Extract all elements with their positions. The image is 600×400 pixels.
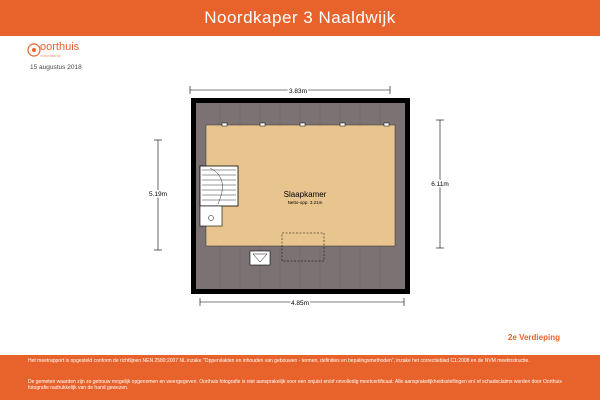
disclaimer-paragraph-2: De gemeten waarden zijn zo getrouw mogelijk opgenomen en weergegeven. Oorthuis fotografie is niet aansprakelijk voor een onjuist en/of onvolledig meetcertificaat. Alle aansprakelijkheidsstellingen en/ of schadeclaims worden door Oorthuis fotografie nadrukkelijk van de hand gewezen. <box>28 379 562 391</box>
dimension-left-label: 5.19m <box>148 191 168 198</box>
room-name: Slaapkamer <box>283 190 327 199</box>
roof-slope-right <box>395 103 405 289</box>
date-label: 15 augustus 2018 <box>30 64 82 71</box>
floor-label: 2e Verdieping <box>507 333 560 342</box>
disclaimer-paragraph-1: Het meetrapport is opgesteld conform de richtlijnen NEN 2580:2007 NL inzake "Oppervlakten en inhouden van gebouwen - termen, definities en bepalingsmethoden", inzake het correctieblad C1:2008 en de NVM meetinstructie. <box>28 358 530 364</box>
roof-slope-bottom <box>196 246 405 289</box>
landing <box>200 206 222 226</box>
room-area: Netto-opp. 3.21m <box>287 200 323 205</box>
page-title-bar <box>0 0 600 36</box>
dimension-bottom-label: 4.85m <box>290 300 310 307</box>
floorplan <box>140 78 460 318</box>
footer-bar <box>0 355 600 400</box>
page-title: Noordkaper 3 Naaldwijk <box>204 8 396 27</box>
dimension-top-label: 3.83m <box>288 88 308 95</box>
dimension-right-label: 6.11m <box>431 181 449 188</box>
brand-name: oorthuis <box>40 41 80 53</box>
roof-slope-top <box>196 103 405 125</box>
staircase <box>200 166 238 206</box>
roof-window <box>250 251 270 265</box>
brand-tagline: makelaardij <box>40 53 61 58</box>
